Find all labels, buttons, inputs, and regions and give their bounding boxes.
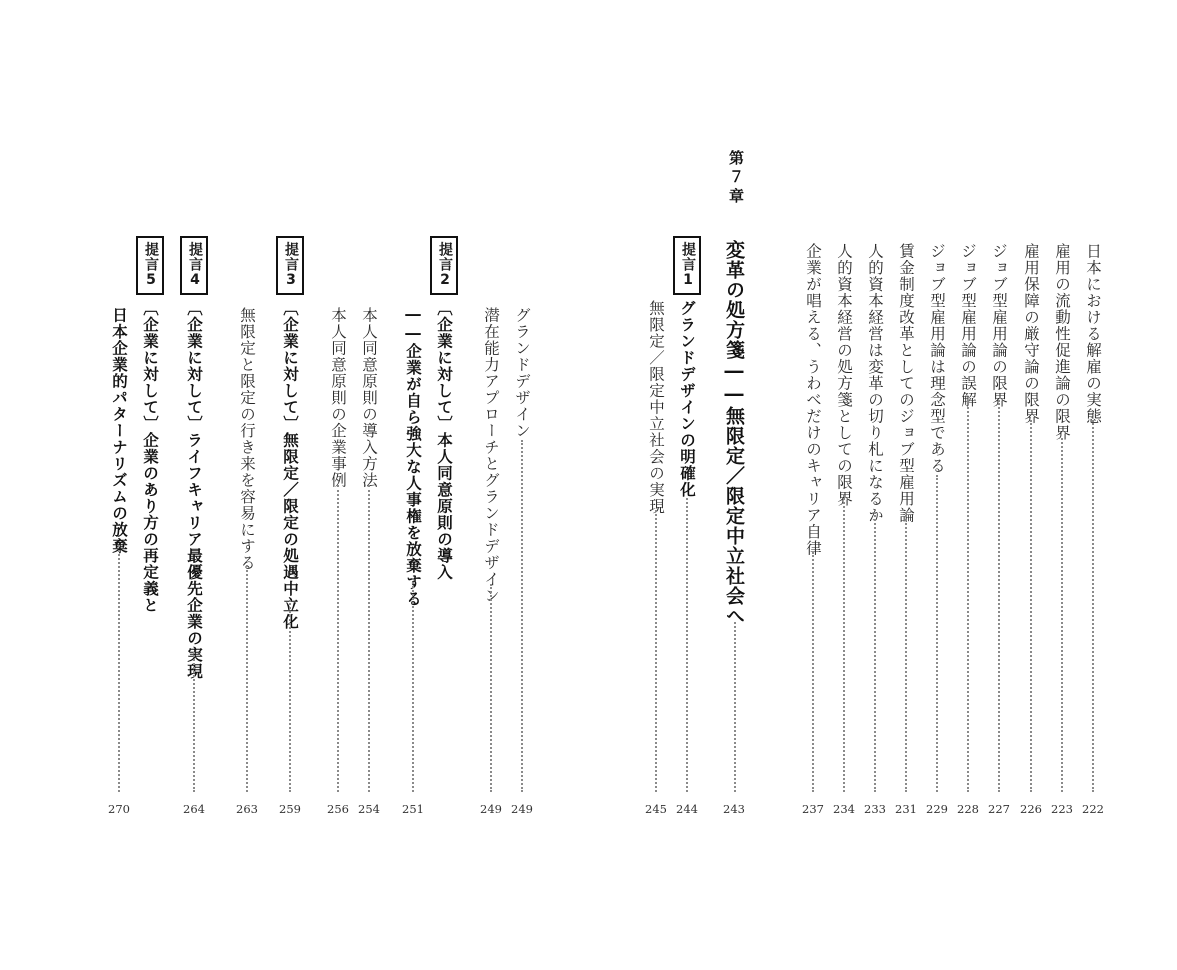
teigen-title: 〔企業に対して〕本人同意原則の導入 — [435, 300, 453, 581]
dot-leader — [686, 498, 688, 792]
entry-text: 潜在能力アプローチとグランドデザイン — [482, 307, 500, 604]
dot-leader — [905, 512, 907, 792]
chapter-title: 変革の処方箋――無限定／限定中立社会へ — [723, 240, 745, 626]
entry-text: 日本における解雇の実態 — [1084, 243, 1102, 425]
teigen-title-cont: 日本企業的パターナリズムの放棄 — [110, 307, 128, 555]
entry-text: 無限定と限定の行き来を容易にする — [238, 307, 256, 571]
page-number: 228 — [957, 802, 979, 816]
entry-text: 企業が唱える、うわべだけのキャリア自律 — [804, 243, 822, 557]
page-number: 222 — [1082, 802, 1104, 816]
dot-leader — [289, 600, 291, 792]
dot-leader — [998, 400, 1000, 792]
dot-leader — [655, 510, 657, 792]
page-number: 231 — [895, 802, 917, 816]
dot-leader — [521, 440, 523, 792]
teigen-badge: 提言4 — [180, 236, 208, 295]
page-number: 254 — [358, 802, 380, 816]
teigen-title: 〔企業に対して〕無限定／限定の処遇中立化 — [281, 300, 299, 630]
page-number: 249 — [480, 802, 502, 816]
entry-text: 本人同意原則の導入方法 — [360, 307, 378, 489]
entry-text: 賃金制度改革としてのジョブ型雇用論 — [897, 243, 915, 524]
entry-text: 人的資本経営は変革の切り札になるか — [866, 243, 884, 524]
dot-leader — [118, 545, 120, 792]
entry-text: 本人同意原則の企業事例 — [329, 307, 347, 489]
entry-text: ジョブ型雇用論の限界 — [990, 243, 1008, 408]
page-number: 227 — [988, 802, 1010, 816]
dot-leader — [1061, 438, 1063, 792]
dot-leader — [812, 552, 814, 792]
entry-text: グランドデザイン — [513, 307, 531, 439]
dot-leader — [843, 495, 845, 792]
dot-leader — [337, 485, 339, 792]
page-number: 223 — [1051, 802, 1073, 816]
dot-leader — [734, 622, 736, 792]
teigen-title: 〔企業に対して〕ライフキャリア最優先企業の実現 — [185, 300, 203, 680]
entry-text: 人的資本経営の処方箋としての限界 — [835, 243, 853, 507]
dot-leader — [874, 512, 876, 792]
dot-leader — [967, 400, 969, 792]
dot-leader — [246, 565, 248, 792]
page-number: 244 — [676, 802, 698, 816]
teigen-subtitle: ――企業が自ら強大な人事権を放棄する — [404, 305, 422, 607]
entry-text: ジョブ型雇用論の誤解 — [959, 243, 977, 408]
chapter-label: 第７章 — [727, 150, 745, 207]
page-number: 251 — [402, 802, 424, 816]
page-number: 259 — [279, 802, 301, 816]
dot-leader — [936, 475, 938, 792]
entry-text: ジョブ型雇用論は理念型である — [928, 243, 946, 474]
page-number: 243 — [723, 802, 745, 816]
entry-text: 無限定／限定中立社会の実現 — [647, 300, 665, 515]
dot-leader — [412, 578, 414, 792]
teigen-badge: 提言2 — [430, 236, 458, 295]
page-number: 233 — [864, 802, 886, 816]
page-number: 264 — [183, 802, 205, 816]
page-number: 270 — [108, 802, 130, 816]
page-number: 229 — [926, 802, 948, 816]
page-number: 237 — [802, 802, 824, 816]
page-number: 256 — [327, 802, 349, 816]
teigen-badge: 提言5 — [136, 236, 164, 295]
page-number: 234 — [833, 802, 855, 816]
dot-leader — [1030, 420, 1032, 792]
teigen-badge: 提言3 — [276, 236, 304, 295]
dot-leader — [490, 584, 492, 792]
page-number: 249 — [511, 802, 533, 816]
dot-leader — [1092, 420, 1094, 792]
teigen-title: グランドデザインの明確化 — [678, 300, 696, 498]
page-number: 263 — [236, 802, 258, 816]
entry-text: 雇用保障の厳守論の限界 — [1022, 243, 1040, 425]
entry-text: 雇用の流動性促進論の限界 — [1053, 243, 1071, 441]
teigen-title: 〔企業に対して〕企業のあり方の再定義と — [141, 300, 159, 614]
page-number: 245 — [645, 802, 667, 816]
dot-leader — [368, 485, 370, 792]
teigen-badge: 提言1 — [673, 236, 701, 295]
dot-leader — [193, 652, 195, 792]
page-number: 226 — [1020, 802, 1042, 816]
